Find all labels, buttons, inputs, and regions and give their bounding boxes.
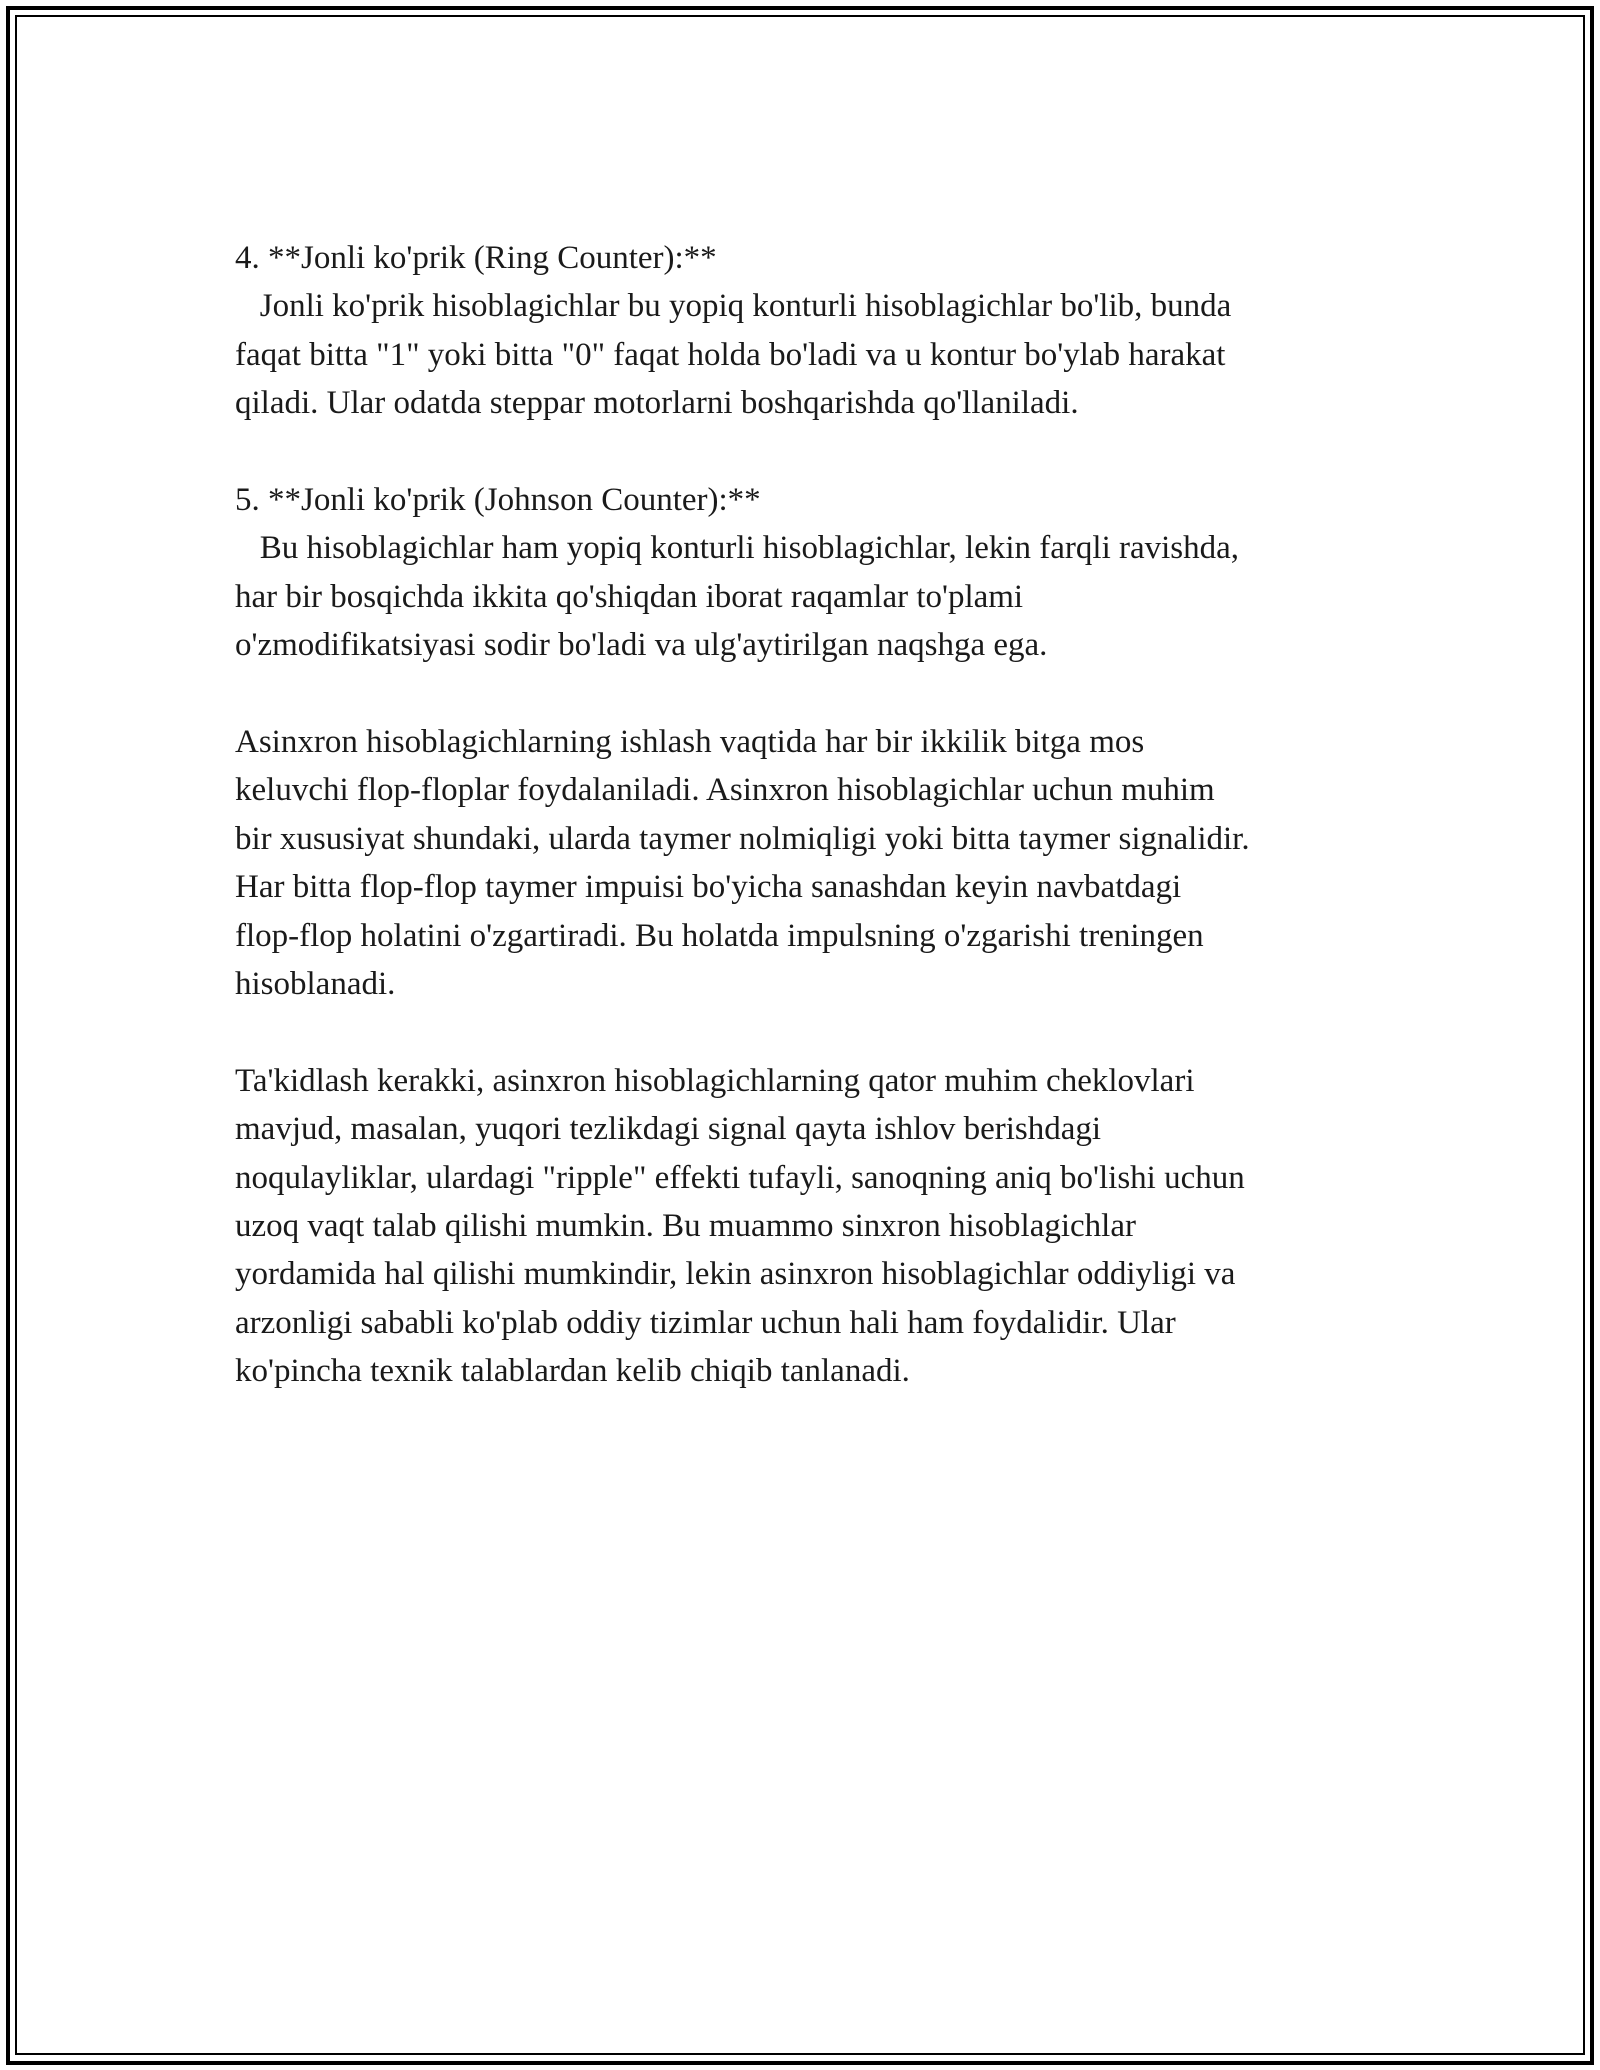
section-text: Bu hisoblagichlar ham yopiq konturli hisoblagichlar, lekin farqli ravishda, har bir bosqichda ikkita qo'shiqdan iborat raqamlar to'plami o'zmodifikatsiyasi sodir bo'ladi va ulg'aytirilgan naqshga ega. xyxy=(235,530,1240,664)
paragraph-gap xyxy=(235,1008,1375,1056)
paragraph-gap xyxy=(235,670,1375,718)
section-heading: 5. **Jonli ko'prik (Johnson Counter):** xyxy=(235,482,761,519)
paragraph-limitations: Ta'kidlash kerakki, asinxron hisoblagichlarning qator muhim cheklovlari mavjud, masalan, yuqori tezlikdagi signal qayta ishlov berishdagi noqulayliklar, ulardagi "ripple" effekti tufayli, sanoqning aniq bo'lishi uchun uzoq vaqt talab qilishi mumkin. Bu muammo sinxron hisoblagichlar yordamida hal qilishi mumkindir, lekin asinxron hisoblagichlar oddiyligi va arzonligi sababli ko'plab oddiy tizimlar uchun hali ham foydalidir. Ular ko'pincha texnik talablardan kelib chiqib tanlanadi. xyxy=(235,1062,1245,1390)
section-johnson-counter xyxy=(235,476,1375,670)
section-heading: 4. **Jonli ko'prik (Ring Counter):** xyxy=(235,240,717,276)
section-text: Jonli ko'prik hisoblagichlar bu yopiq konturli hisoblagichlar bo'lib, bunda faqat bitta "1" yoki bitta "0" faqat holda bo'ladi va u kontur bo'ylab harakat qiladi. Ular odatda steppar motorlarni boshqarishda qo'llaniladi. xyxy=(235,288,1232,422)
section-ring-counter xyxy=(235,234,1375,428)
paragraph-asynchronous-operation: Asinxron hisoblagichlarning ishlash vaqtida har bir ikkilik bitga mos keluvchi flop-floplar foydalaniladi. Asinxron hisoblagichlar uchun muhim bir xususiyat shundaki, ularda taymer nolmiqligi yoki bitta taymer signalidir. Har bitta flop-flop taymer impuisi bo'yicha sanashdan keyin navbatdagi flop-flop holatini o'zgartiradi. Bu holatda impulsning o'zgarishi treningen hisoblanadi. xyxy=(235,724,1250,1003)
paragraph-gap xyxy=(235,428,1375,476)
document-body xyxy=(235,234,1375,1396)
